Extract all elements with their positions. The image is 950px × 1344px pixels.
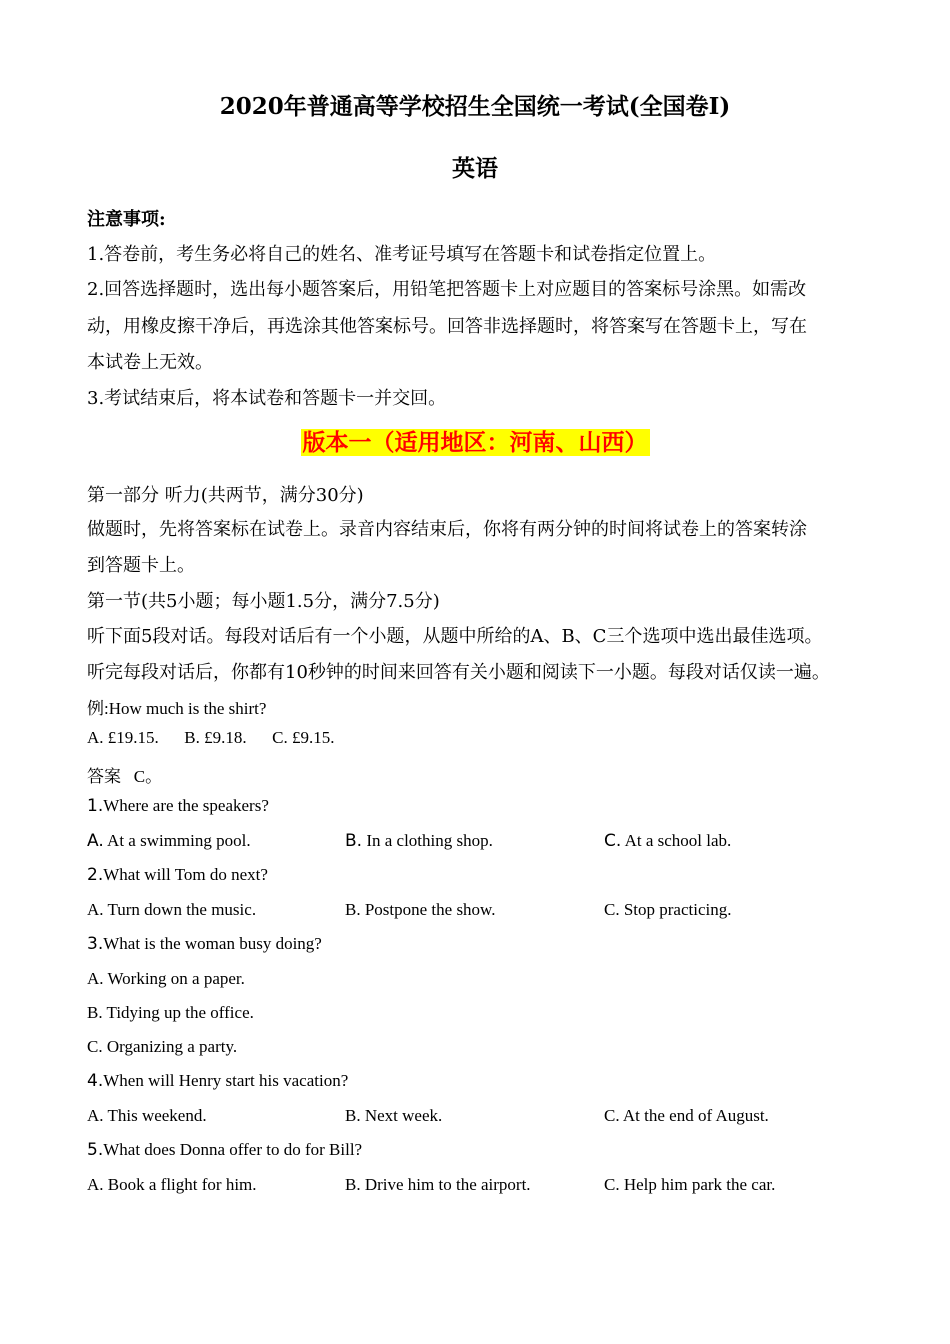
notice-item-1: 1.答卷前，考生务必将自己的姓名、准考证号填写在答题卡和试卷指定位置上。 <box>87 244 717 265</box>
question-4 <box>87 1071 348 1091</box>
question-text: When will Henry start his vacation? <box>103 1071 349 1090</box>
section1-instruction-line-2: 听完每段对话后，你都有10秒钟的时间来回答有关小题和阅读下一小题。每段对话仅读一遍。 <box>87 662 830 683</box>
question-5-option-b: B. Drive him to the airport. <box>345 1175 531 1194</box>
question-text: What is the woman busy doing? <box>103 934 322 953</box>
section1-heading: 第一节(共5小题；每小题1.5分，满分7.5分) <box>87 591 440 612</box>
question-2-option-b: B. Postpone the show. <box>345 900 496 919</box>
question-text: What does Donna offer to do for Bill? <box>103 1140 363 1159</box>
question-3-option-c: C. Organizing a party. <box>87 1037 238 1056</box>
question-1 <box>87 796 269 816</box>
part1-heading: 第一部分 听力(共两节，满分30分) <box>87 485 364 506</box>
question-3-option-a: A. Working on a paper. <box>87 969 245 988</box>
question-2-option-a: A. Turn down the music. <box>87 900 257 919</box>
option-text: At a school lab. <box>624 831 732 850</box>
example-question: 例:How much is the shirt? <box>87 699 267 718</box>
example-answer: 答案 C。 <box>87 767 163 786</box>
question-3 <box>87 934 322 954</box>
question-number: 4. <box>87 1071 104 1091</box>
version-banner-text: 版本一（适用地区：河南、山西） <box>302 429 648 456</box>
question-number: 3. <box>87 934 104 954</box>
question-4-option-a: A. This weekend. <box>87 1106 207 1125</box>
notice-item-3: 3.考试结束后，将本试卷和答题卡一并交回。 <box>87 388 447 409</box>
part1-instruction-line-2: 到答题卡上。 <box>87 555 195 576</box>
version-banner <box>0 424 950 457</box>
example-options: A. £19.15. B. £9.18. C. £9.15. <box>87 728 335 747</box>
question-5-option-c: C. Help him park the car. <box>604 1175 776 1194</box>
question-1-option-c <box>604 831 731 851</box>
question-5-option-a: A. Book a flight for him. <box>87 1175 257 1194</box>
section1-instruction-line-1: 听下面5段对话。每段对话后有一个小题，从题中所给的A、B、C三个选项中选出最佳选项。 <box>87 626 823 647</box>
question-5 <box>87 1140 362 1160</box>
subject-title: 英语 <box>452 155 498 182</box>
question-number: 2. <box>87 865 104 885</box>
question-3-option-b: B. Tidying up the office. <box>87 1003 254 1022</box>
exam-title: 2020年普通高等学校招生全国统一考试(全国卷I) <box>219 93 731 120</box>
notice-item-2-line-2: 动，用橡皮擦干净后，再选涂其他答案标号。回答非选择题时，将答案写在答题卡上，写在 <box>87 316 807 337</box>
option-letter: A. <box>87 831 104 851</box>
question-text: What will Tom do next? <box>103 865 268 884</box>
notice-item-2-line-1: 2.回答选择题时，选出每小题答案后，用铅笔把答题卡上对应题目的答案标号涂黑。如需改 <box>87 279 807 300</box>
question-4-option-c: C. At the end of August. <box>604 1106 769 1125</box>
notice-heading: 注意事项: <box>87 209 166 230</box>
option-letter: B. <box>345 831 363 851</box>
part1-instruction-line-1: 做题时，先将答案标在试卷上。录音内容结束后，你将有两分钟的时间将试卷上的答案转涂 <box>87 519 807 540</box>
option-letter: C. <box>604 831 622 851</box>
question-2-option-c: C. Stop practicing. <box>604 900 732 919</box>
question-text: Where are the speakers? <box>103 796 269 815</box>
question-1-option-a <box>87 831 251 851</box>
question-2 <box>87 865 268 885</box>
option-text: In a clothing shop. <box>366 831 493 850</box>
question-number: 5. <box>87 1140 104 1160</box>
question-1-option-b <box>345 831 493 851</box>
question-4-option-b: B. Next week. <box>345 1106 443 1125</box>
notice-item-2-line-3: 本试卷上无效。 <box>87 352 213 373</box>
option-text: At a swimming pool. <box>107 831 251 850</box>
question-number: 1. <box>87 796 104 816</box>
